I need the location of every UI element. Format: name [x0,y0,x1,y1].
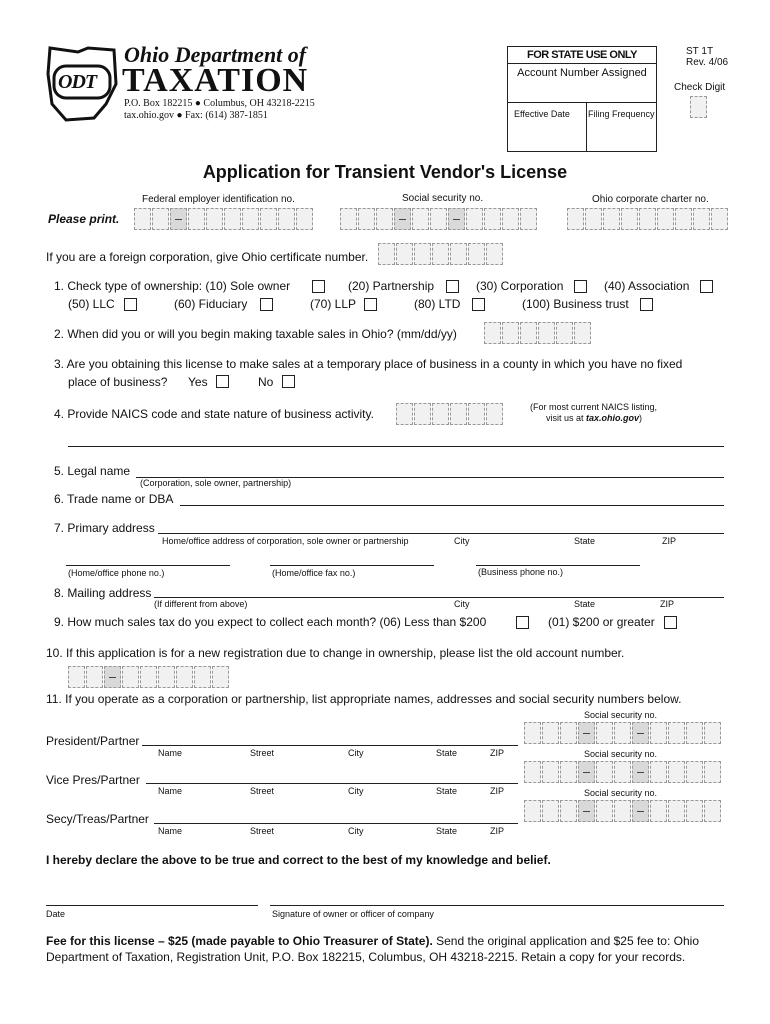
digit-box[interactable] [68,666,85,688]
signature-label: Signature of owner or officer of company [272,909,434,919]
digit-box[interactable] [484,208,501,230]
foreign-cert-boxes[interactable] [378,243,504,265]
partnership-checkbox[interactable] [446,280,459,293]
fee-paragraph [46,933,736,965]
digit-box[interactable] [675,208,692,230]
state-use-box [507,46,657,152]
digit-box[interactable] [711,208,728,230]
digit-box[interactable] [412,208,429,230]
agency-logo [44,44,120,122]
digit-box[interactable] [448,208,465,230]
fein-boxes[interactable] [134,208,314,230]
digit-box[interactable] [194,666,211,688]
digit-box[interactable] [450,243,467,265]
president-line[interactable] [142,745,518,746]
q11-ssn-label-2: Social security no. [584,749,658,759]
q3-no-checkbox[interactable] [282,375,295,388]
secy-zip-label: ZIP [490,826,505,836]
naics-note-close: ) [639,413,643,423]
digit-box[interactable] [188,208,205,230]
digit-box[interactable] [170,208,187,230]
form-id: ST 1T [686,46,714,57]
digit-box[interactable] [104,666,121,688]
primary-address-line[interactable] [158,533,724,534]
q3-no-label: No [258,375,274,389]
digit-box[interactable] [650,761,667,783]
digit-box[interactable] [212,666,229,688]
digit-box[interactable] [524,722,541,744]
digit-box[interactable] [704,722,721,744]
business-trust-label: (100) Business trust [522,297,629,311]
digit-box[interactable] [296,208,313,230]
start-date-boxes[interactable] [484,322,592,344]
q8-state: State [574,599,596,609]
president-label: President/Partner [46,734,140,748]
secy-street-label: Street [250,826,275,836]
digit-box[interactable] [596,761,613,783]
digit-box[interactable] [542,800,559,822]
ssn-label: Social security no. [402,193,484,204]
less-than-200-checkbox[interactable] [516,616,529,629]
digit-box[interactable] [224,208,241,230]
digit-box[interactable] [650,800,667,822]
agency-website: tax.ohio.gov [124,110,174,121]
fee-rest-2: Department of Taxation, Registration Unit, P.O. Box 182215, Columbus, OH 43218-2215. Retain a copy for your records. [46,950,686,964]
agency-address [124,98,315,109]
digit-box[interactable] [176,666,193,688]
date-label: Date [46,909,66,919]
q3-line2: place of business? [68,375,168,389]
digit-box[interactable] [414,403,431,425]
q11-ssn-label-1: Social security no. [584,710,658,720]
digit-box[interactable] [432,403,449,425]
q11-ssn-label-3: Social security no. [584,788,658,798]
vice-label: Vice Pres/Partner [46,773,140,787]
digit-box[interactable] [578,800,595,822]
digit-box[interactable] [686,800,703,822]
digit-box[interactable] [621,208,638,230]
q3-yes-label: Yes [188,375,208,389]
digit-box[interactable] [524,761,541,783]
naics-note-1: (For most current NAICS listing, [530,402,658,412]
q7-label: 7. Primary address [54,521,155,535]
vice-name-label: Name [158,786,183,796]
digit-box[interactable] [394,208,411,230]
digit-box[interactable] [468,243,485,265]
digit-box[interactable] [632,761,649,783]
digit-box[interactable] [704,761,721,783]
digit-box[interactable] [596,722,613,744]
digit-box[interactable] [686,761,703,783]
digit-box[interactable] [567,208,584,230]
digit-box[interactable] [650,722,667,744]
q7-sub: Home/office address of corporation, sole owner or partnership [162,536,409,546]
digit-box[interactable] [574,322,591,344]
naics-boxes[interactable] [396,403,504,425]
partnership-label: (20) Partnership [348,279,435,293]
llc-checkbox[interactable] [124,298,137,311]
digit-box[interactable] [560,800,577,822]
agency-name-line1: Ohio Department of [124,42,307,67]
q4-prompt: 4. Provide NAICS code and state nature of business activity. [54,407,374,421]
fax-label: (Home/office fax no.) [272,568,356,578]
digit-box[interactable] [542,722,559,744]
bullet-icon: ● [176,110,183,121]
q6-label: 6. Trade name or DBA [54,492,174,506]
q9-prompt: 9. How much sales tax do you expect to collect each month? (06) Less than $200 [54,615,487,629]
digit-box[interactable] [486,243,503,265]
200-or-greater-checkbox[interactable] [664,616,677,629]
digit-box[interactable] [468,403,485,425]
fein-label: Federal employer identification no. [142,194,295,205]
secy-state-label: State [436,826,458,836]
digit-box[interactable] [657,208,674,230]
q8-label: 8. Mailing address [54,586,152,600]
check-digit-box[interactable] [690,96,707,118]
digit-box[interactable] [466,208,483,230]
q3-line1: 3. Are you obtaining this license to make sales at a temporary place of business in a county in which you have no fixed [54,357,683,371]
digit-box[interactable] [340,208,357,230]
trade-name-line[interactable] [180,505,724,506]
corporation-checkbox[interactable] [574,280,587,293]
digit-box[interactable] [585,208,602,230]
q5-sub: (Corporation, sole owner, partnership) [140,478,292,488]
ltd-label: (80) LTD [414,297,461,311]
digit-box[interactable] [668,722,685,744]
digit-box[interactable] [614,761,631,783]
q8-city: City [454,599,470,609]
llp-checkbox[interactable] [364,298,377,311]
digit-box[interactable] [430,208,447,230]
ssn-boxes[interactable] [340,208,538,230]
form-title: Application for Transient Vendor's License [202,162,568,182]
ltd-checkbox[interactable] [472,298,485,311]
digit-box[interactable] [578,722,595,744]
corporation-label: (30) Corporation [476,279,564,293]
q8-zip: ZIP [660,599,675,609]
digit-box[interactable] [86,666,103,688]
digit-box[interactable] [704,800,721,822]
fee-bold: Fee for this license – $25 (made payable to Ohio Treasurer of State). [46,934,433,948]
charter-boxes[interactable] [567,208,729,230]
signature-line[interactable] [270,905,724,906]
fiduciary-checkbox[interactable] [260,298,273,311]
vice-city-label: City [348,786,364,796]
digit-box[interactable] [242,208,259,230]
digit-box[interactable] [603,208,620,230]
phone-line[interactable] [66,565,230,566]
digit-box[interactable] [542,761,559,783]
digit-box[interactable] [524,800,541,822]
q9-option2: (01) $200 or greater [548,615,655,629]
digit-box[interactable] [260,208,277,230]
digit-box[interactable] [358,208,375,230]
digit-box[interactable] [414,243,431,265]
charter-label: Ohio corporate charter no. [592,194,709,205]
check-digit-label: Check Digit [674,82,726,93]
digit-box[interactable] [158,666,175,688]
fax-line[interactable] [270,565,434,566]
fee-rest-1: Send the original application and $25 fee to: Ohio [432,934,699,948]
agency-city: Columbus, OH 43218-2215 [203,98,315,109]
vice-zip-label: ZIP [490,786,505,796]
business-phone-line[interactable] [476,565,640,566]
date-line[interactable] [46,905,258,906]
vice-ssn-boxes[interactable] [524,761,722,783]
q2-prompt: 2. When did you or will you begin making taxable sales in Ohio? (mm/dd/yy) [54,327,457,341]
bullet-icon: ● [194,98,201,109]
q3-yes-checkbox[interactable] [216,375,229,388]
q5-label: 5. Legal name [54,464,131,478]
digit-box[interactable] [450,403,467,425]
agency-fax: Fax: (614) 387-1851 [185,110,268,121]
vice-state-label: State [436,786,458,796]
digit-box[interactable] [632,800,649,822]
president-name-label: Name [158,748,183,758]
mailing-address-line[interactable] [154,597,724,598]
digit-box[interactable] [396,403,413,425]
secy-city-label: City [348,826,364,836]
vice-street-label: Street [250,786,275,796]
association-checkbox[interactable] [700,280,713,293]
secy-name-label: Name [158,826,183,836]
president-state-label: State [436,748,458,758]
logo-text: ODT [58,71,97,93]
q7-city: City [454,536,470,546]
digit-box[interactable] [560,761,577,783]
foreign-corp-label: If you are a foreign corporation, give Ohio certificate number. [46,250,369,264]
llc-label: (50) LLC [68,297,115,311]
state-use-title: FOR STATE USE ONLY [508,47,656,64]
business-trust-checkbox[interactable] [640,298,653,311]
form-rev: Rev. 4/06 [686,57,729,68]
digit-box[interactable] [693,208,710,230]
secy-line[interactable] [154,823,518,824]
q1-prompt: 1. Check type of ownership: (10) Sole owner [54,279,291,293]
digit-box[interactable] [152,208,169,230]
president-ssn-boxes[interactable] [524,722,722,744]
digit-box[interactable] [578,761,595,783]
digit-box[interactable] [632,722,649,744]
digit-box[interactable] [484,322,501,344]
phone-label: (Home/office phone no.) [68,568,165,578]
digit-box[interactable] [556,322,573,344]
digit-box[interactable] [520,208,537,230]
association-label: (40) Association [604,279,690,293]
president-street-label: Street [250,748,275,758]
digit-box[interactable] [686,722,703,744]
digit-box[interactable] [614,800,631,822]
q11-prompt: 11. If you operate as a corporation or partnership, list appropriate names, addresses and social security numbers below. [46,692,682,706]
digit-box[interactable] [432,243,449,265]
naics-note-visit: visit us at [546,413,587,423]
digit-box[interactable] [668,761,685,783]
please-print: Please print. [48,212,120,226]
digit-box[interactable] [378,243,395,265]
filing-frequency-label: Filing Frequency [588,109,655,119]
declaration: I hereby declare the above to be true and correct to the best of my knowledge and belief. [46,853,551,867]
q10-prompt: 10. If this application is for a new registration due to change in ownership, please list the old account number. [46,646,625,660]
fiduciary-label: (60) Fiduciary [174,297,248,311]
po-box: P.O. Box 182215 [124,98,193,109]
q7-state: State [574,536,596,546]
secy-ssn-boxes[interactable] [524,800,722,822]
digit-box[interactable] [560,722,577,744]
q8-sub: (If different from above) [154,599,248,609]
president-zip-label: ZIP [490,748,505,758]
digit-box[interactable] [140,666,157,688]
digit-box[interactable] [502,322,519,344]
llp-label: (70) LLP [310,297,357,311]
vice-line[interactable] [146,783,518,784]
digit-box[interactable] [486,403,503,425]
digit-box[interactable] [596,800,613,822]
naics-note-2 [546,413,642,423]
digit-box[interactable] [502,208,519,230]
digit-box[interactable] [538,322,555,344]
digit-box[interactable] [376,208,393,230]
old-account-boxes[interactable] [68,666,230,688]
digit-box[interactable] [520,322,537,344]
digit-box[interactable] [278,208,295,230]
sole-owner-checkbox[interactable] [312,280,325,293]
president-city-label: City [348,748,364,758]
business-phone-label: (Business phone no.) [478,567,564,577]
digit-box[interactable] [122,666,139,688]
effective-date-label: Effective Date [514,109,570,119]
digit-box[interactable] [614,722,631,744]
naics-link[interactable]: tax.ohio.gov [586,413,640,423]
secy-label: Secy/Treas/Partner [46,812,149,826]
digit-box[interactable] [206,208,223,230]
digit-box[interactable] [396,243,413,265]
q7-zip: ZIP [662,536,677,546]
digit-box[interactable] [134,208,151,230]
digit-box[interactable] [668,800,685,822]
business-activity-line[interactable] [68,446,724,447]
digit-box[interactable] [639,208,656,230]
agency-contact [124,110,268,121]
account-number-label: Account Number Assigned [517,67,647,79]
agency-name-line2: TAXATION [122,62,309,99]
